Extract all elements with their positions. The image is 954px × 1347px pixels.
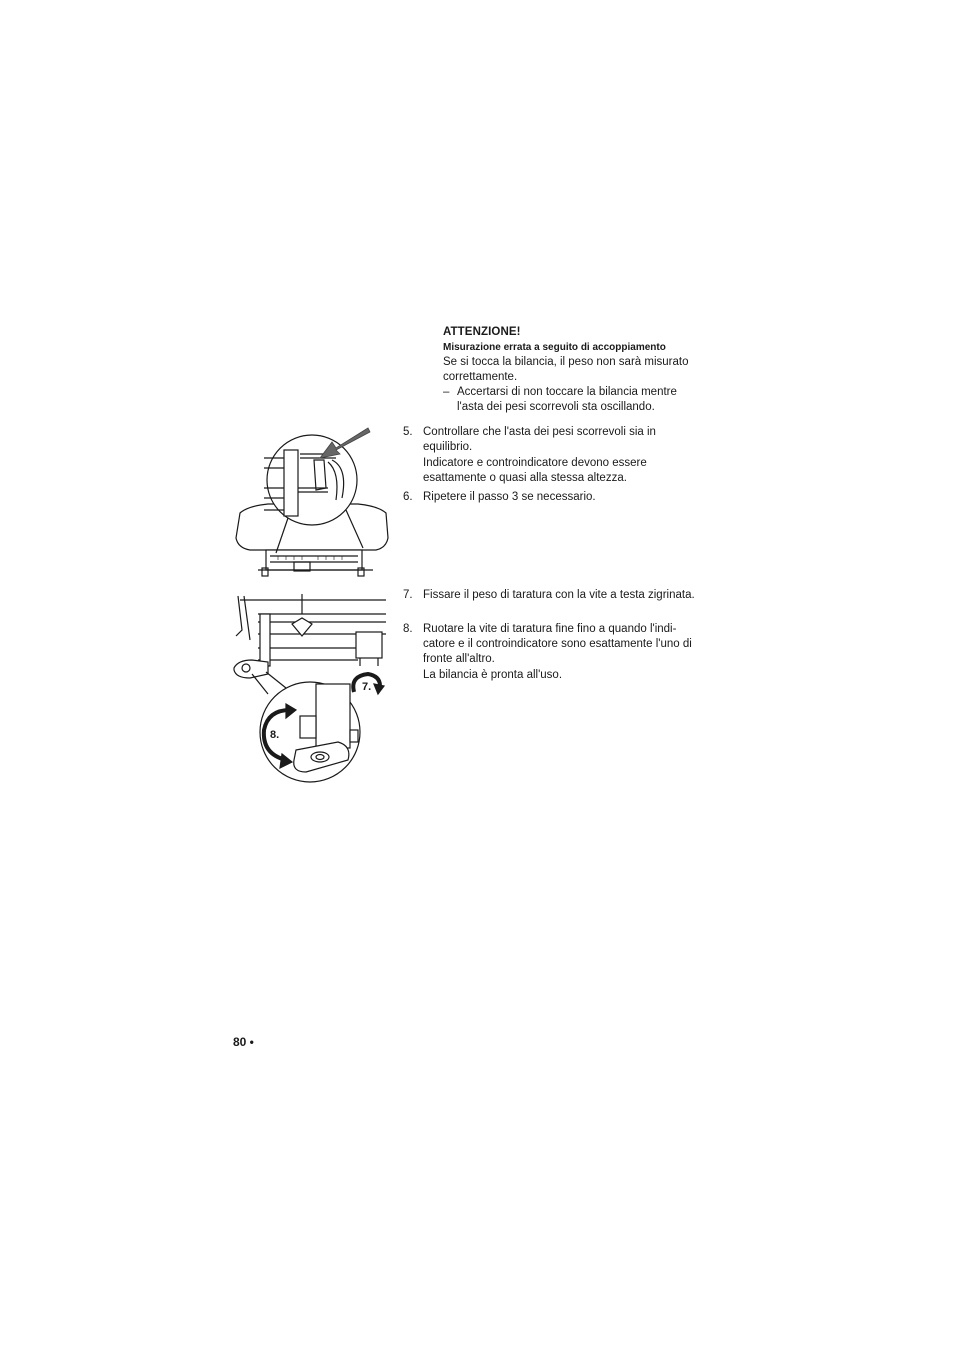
step-number: 5. bbox=[403, 426, 413, 438]
warning-title: ATTENZIONE! bbox=[443, 326, 521, 338]
step-note: Indicatore e controindicatore devono essere esattamente o quasi alla stessa altezza. bbox=[423, 457, 647, 484]
step-number: 8. bbox=[403, 623, 413, 635]
step-text: Controllare che l'asta dei pesi scorrevoli sia in equilibrio. bbox=[423, 426, 656, 453]
label-step-7: 7. bbox=[362, 681, 372, 693]
label-step-8: 8. bbox=[270, 729, 280, 741]
step-text: Ruotare la vite di taratura fine fino a quando l'indi-catore e il controindicatore sono esattamente l'uno di fronte all'altro. bbox=[423, 623, 692, 665]
step-number: 6. bbox=[403, 491, 413, 503]
step-text: Fissare il peso di taratura con la vite a testa zigrinata. bbox=[423, 589, 695, 601]
step-number: 7. bbox=[403, 589, 413, 601]
scale-balance-illustration bbox=[228, 428, 398, 583]
step-note: La bilancia è pronta all'uso. bbox=[423, 669, 563, 681]
warning-item-text: Accertarsi di non toccare la bilancia mentre l'asta dei pesi scorrevoli sta oscillando. bbox=[457, 386, 677, 413]
warning-subtitle: Misurazione errata a seguito di accoppiamento bbox=[443, 342, 666, 353]
dash-bullet: – bbox=[443, 386, 450, 398]
step-text: Ripetere il passo 3 se necessario. bbox=[423, 491, 596, 503]
page-number: 80 • bbox=[233, 1035, 254, 1049]
calibration-screw-illustration bbox=[228, 590, 393, 785]
warning-body: Se si tocca la bilancia, il peso non sarà misurato correttamente. bbox=[443, 356, 689, 383]
